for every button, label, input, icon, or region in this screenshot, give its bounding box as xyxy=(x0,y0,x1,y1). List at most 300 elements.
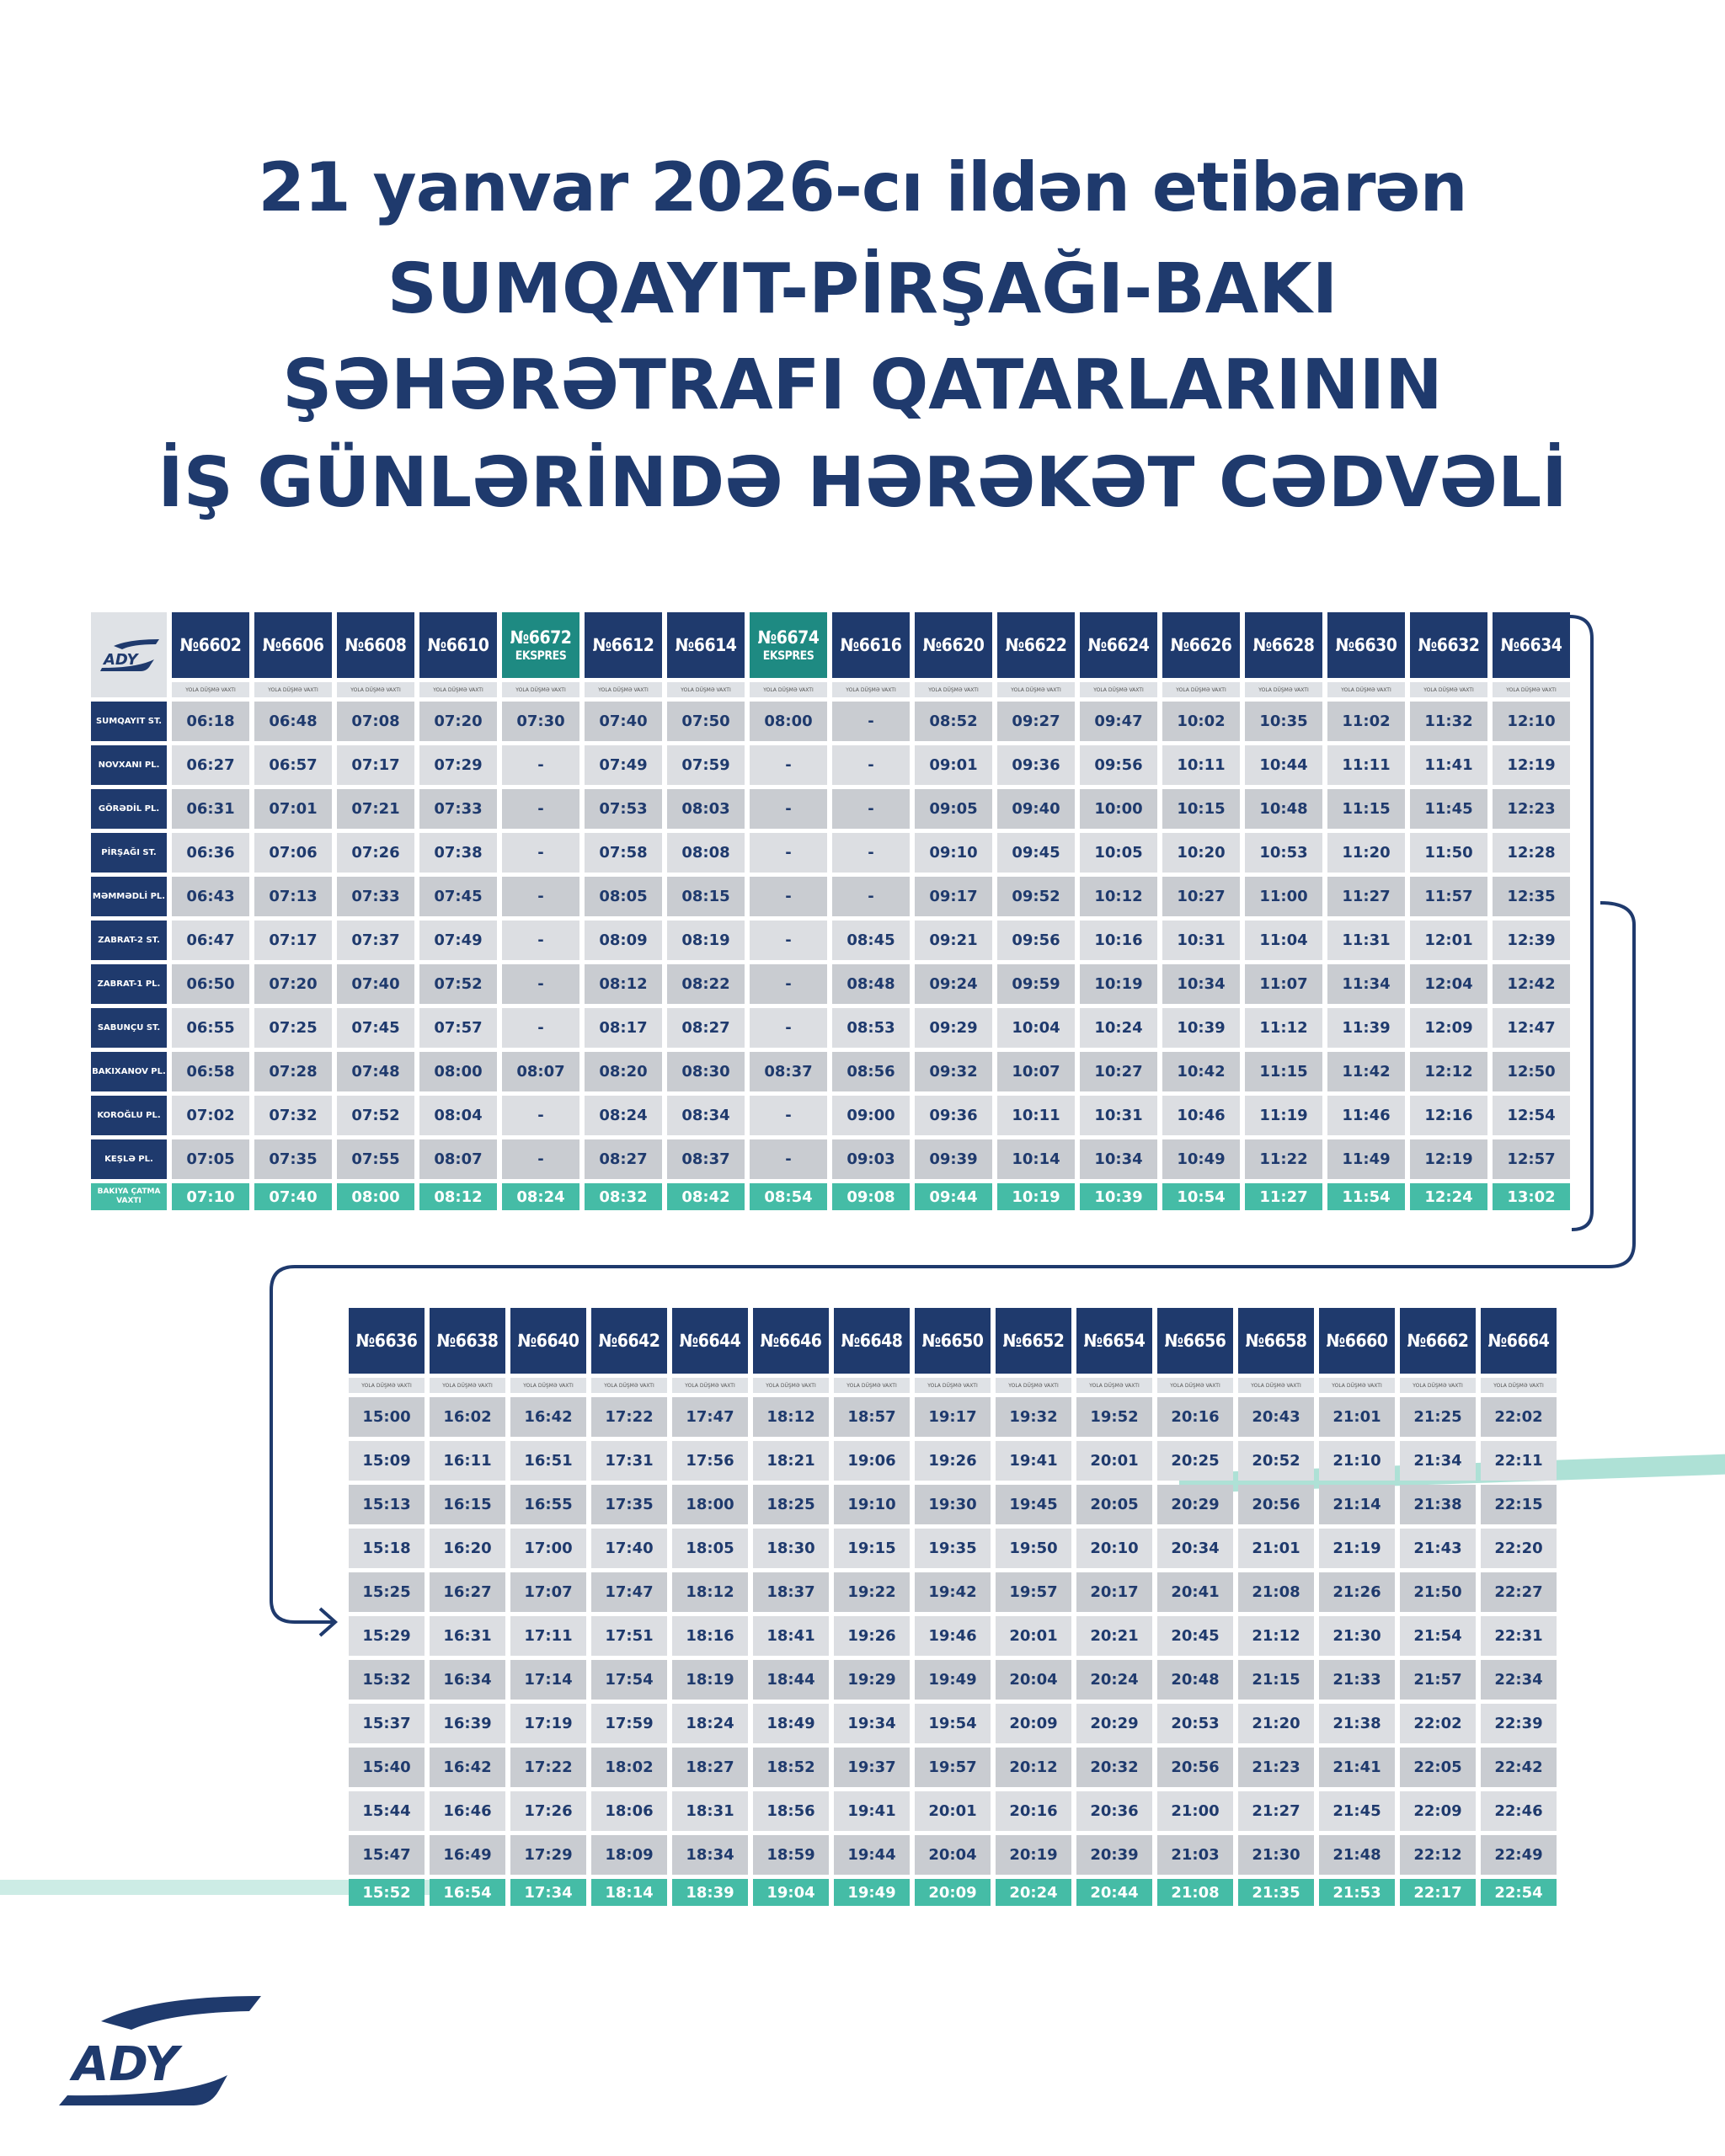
departure-time: 21:03 xyxy=(1157,1835,1233,1875)
departure-time: 10:11 xyxy=(1162,745,1240,785)
departure-time: 20:24 xyxy=(1076,1660,1152,1700)
station-name: SUMQAYIT ST. xyxy=(91,702,167,741)
departure-time: 18:09 xyxy=(591,1835,667,1875)
departure-time: 10:31 xyxy=(1080,1096,1157,1135)
departure-time-label: YOLA DÜŞMƏ VAXTI xyxy=(997,682,1075,697)
title-line-1: 21 yanvar 2026-cı ildən etibarən xyxy=(258,148,1467,227)
departure-time: 12:19 xyxy=(1493,745,1570,785)
departure-time: 19:42 xyxy=(915,1572,991,1612)
departure-time: 07:29 xyxy=(419,745,497,785)
departure-time: 10:27 xyxy=(1080,1052,1157,1091)
departure-time: 10:42 xyxy=(1162,1052,1240,1091)
train-number-header xyxy=(1157,1308,1233,1374)
departure-time: 18:44 xyxy=(753,1660,829,1700)
departure-time: 12:35 xyxy=(1493,877,1570,916)
departure-time: 18:56 xyxy=(753,1791,829,1831)
departure-time-label: YOLA DÜŞMƏ VAXTI xyxy=(1493,682,1570,697)
train-number-header xyxy=(1162,612,1240,678)
departure-time: 06:27 xyxy=(172,745,249,785)
departure-time: 07:45 xyxy=(337,1008,414,1048)
station-name: SABUNÇU ST. xyxy=(91,1008,167,1048)
train-number: №6656 xyxy=(1164,1331,1226,1351)
departure-time: 07:52 xyxy=(419,964,497,1004)
departure-time: 22:31 xyxy=(1481,1616,1557,1656)
departure-time: 07:32 xyxy=(254,1096,332,1135)
departure-time: 19:52 xyxy=(1076,1397,1152,1437)
departure-time: 07:35 xyxy=(254,1139,332,1179)
departure-time: 07:02 xyxy=(172,1096,249,1135)
departure-time: - xyxy=(502,1139,579,1179)
departure-time: 21:08 xyxy=(1238,1572,1314,1612)
departure-time: 11:31 xyxy=(1327,921,1405,960)
departure-time-label: YOLA DÜŞMƏ VAXTI xyxy=(915,1378,991,1393)
departure-time: 15:09 xyxy=(349,1441,425,1481)
departure-time: 19:44 xyxy=(834,1835,910,1875)
departure-time: 17:40 xyxy=(591,1529,667,1568)
departure-time: 19:32 xyxy=(996,1397,1071,1437)
arrival-time: 09:44 xyxy=(915,1183,992,1210)
departure-time: 21:33 xyxy=(1319,1660,1395,1700)
train-number: №6664 xyxy=(1487,1331,1550,1351)
departure-time: 10:00 xyxy=(1080,789,1157,829)
departure-time: 18:02 xyxy=(591,1748,667,1787)
train-number: №6660 xyxy=(1326,1331,1388,1351)
arrival-time: 21:08 xyxy=(1157,1879,1233,1906)
train-number-header xyxy=(997,612,1075,678)
departure-time: 10:12 xyxy=(1080,877,1157,916)
train-number-header xyxy=(1080,612,1157,678)
departure-time: 09:56 xyxy=(1080,745,1157,785)
departure-time: 08:20 xyxy=(585,1052,662,1091)
departure-time: 12:19 xyxy=(1410,1139,1487,1179)
departure-time: 10:16 xyxy=(1080,921,1157,960)
arrival-time: 11:27 xyxy=(1245,1183,1322,1210)
station-name: ZABRAT-1 PL. xyxy=(91,964,167,1004)
departure-time: 22:12 xyxy=(1400,1835,1476,1875)
departure-time: 21:19 xyxy=(1319,1529,1395,1568)
arrival-time: 20:24 xyxy=(996,1879,1071,1906)
departure-time: 19:17 xyxy=(915,1397,991,1437)
departure-time: 10:46 xyxy=(1162,1096,1240,1135)
departure-time-label: YOLA DÜŞMƏ VAXTI xyxy=(1238,1378,1314,1393)
departure-time: 12:47 xyxy=(1493,1008,1570,1048)
departure-time: 19:26 xyxy=(915,1441,991,1481)
departure-time: 18:31 xyxy=(672,1791,748,1831)
departure-time-label: YOLA DÜŞMƏ VAXTI xyxy=(510,1378,586,1393)
departure-time: 22:11 xyxy=(1481,1441,1557,1481)
departure-time-label: YOLA DÜŞMƏ VAXTI xyxy=(834,1378,910,1393)
arrival-time: 08:00 xyxy=(337,1183,414,1210)
departure-time: 18:25 xyxy=(753,1485,829,1524)
departure-time: 21:15 xyxy=(1238,1660,1314,1700)
departure-time: 19:34 xyxy=(834,1704,910,1743)
departure-time: 10:24 xyxy=(1080,1008,1157,1048)
departure-time: 12:23 xyxy=(1493,789,1570,829)
train-number: №6608 xyxy=(344,635,407,655)
departure-time: - xyxy=(750,877,827,916)
departure-time-label: YOLA DÜŞMƏ VAXTI xyxy=(585,682,662,697)
station-name: PİRŞAĞI ST. xyxy=(91,833,167,873)
departure-time: 15:18 xyxy=(349,1529,425,1568)
train-number: №6658 xyxy=(1245,1331,1307,1351)
departure-time-label: YOLA DÜŞMƏ VAXTI xyxy=(672,1378,748,1393)
departure-time-label: YOLA DÜŞMƏ VAXTI xyxy=(1245,682,1322,697)
train-number: №6674 xyxy=(757,627,820,648)
departure-time: - xyxy=(750,789,827,829)
arrival-time: 20:09 xyxy=(915,1879,991,1906)
departure-time: - xyxy=(502,1096,579,1135)
departure-time: 21:01 xyxy=(1238,1529,1314,1568)
departure-time: 18:12 xyxy=(672,1572,748,1612)
departure-time: 09:45 xyxy=(997,833,1075,873)
train-number: №6672 xyxy=(510,627,572,648)
departure-time: 20:01 xyxy=(996,1616,1071,1656)
departure-time: - xyxy=(502,877,579,916)
train-number: №6640 xyxy=(517,1331,579,1351)
arrival-time: 17:34 xyxy=(510,1879,586,1906)
departure-time: 10:11 xyxy=(997,1096,1075,1135)
departure-time: 10:35 xyxy=(1245,702,1322,741)
departure-time: 20:01 xyxy=(1076,1441,1152,1481)
departure-time: 09:47 xyxy=(1080,702,1157,741)
departure-time: 07:38 xyxy=(419,833,497,873)
train-number: №6638 xyxy=(436,1331,499,1351)
departure-time: 19:50 xyxy=(996,1529,1071,1568)
departure-time: 08:03 xyxy=(667,789,745,829)
departure-time: 12:10 xyxy=(1493,702,1570,741)
departure-time: 17:59 xyxy=(591,1704,667,1743)
departure-time: 20:05 xyxy=(1076,1485,1152,1524)
departure-time-label: YOLA DÜŞMƏ VAXTI xyxy=(1076,1378,1152,1393)
departure-time: 21:27 xyxy=(1238,1791,1314,1831)
departure-time: 09:17 xyxy=(915,877,992,916)
departure-time: 10:14 xyxy=(997,1139,1075,1179)
departure-time: 20:21 xyxy=(1076,1616,1152,1656)
arrival-time: 10:39 xyxy=(1080,1183,1157,1210)
departure-time: 17:14 xyxy=(510,1660,586,1700)
departure-time: - xyxy=(502,789,579,829)
departure-time: 19:57 xyxy=(915,1748,991,1787)
departure-time: 09:39 xyxy=(915,1139,992,1179)
train-number: №6650 xyxy=(921,1331,984,1351)
departure-time: 11:15 xyxy=(1245,1052,1322,1091)
departure-time-label: YOLA DÜŞMƏ VAXTI xyxy=(1162,682,1240,697)
train-number-header xyxy=(753,1308,829,1374)
departure-time: 16:34 xyxy=(430,1660,505,1700)
departure-time: 20:01 xyxy=(915,1791,991,1831)
train-number: №6610 xyxy=(427,635,489,655)
train-number: №6628 xyxy=(1252,635,1315,655)
departure-time: 07:01 xyxy=(254,789,332,829)
departure-time: 15:00 xyxy=(349,1397,425,1437)
train-number-header xyxy=(1076,1308,1152,1374)
train-number-header xyxy=(591,1308,667,1374)
departure-time: 15:32 xyxy=(349,1660,425,1700)
departure-time: 22:39 xyxy=(1481,1704,1557,1743)
departure-time: 07:17 xyxy=(254,921,332,960)
departure-time: 19:29 xyxy=(834,1660,910,1700)
departure-time: 15:47 xyxy=(349,1835,425,1875)
train-number-header xyxy=(254,612,332,678)
departure-time: 17:11 xyxy=(510,1616,586,1656)
train-number: №6614 xyxy=(675,635,737,655)
departure-time: 07:49 xyxy=(419,921,497,960)
departure-time: 20:16 xyxy=(1157,1397,1233,1437)
train-number-header xyxy=(1493,612,1570,678)
departure-time-label: YOLA DÜŞMƏ VAXTI xyxy=(254,682,332,697)
arrival-time: 10:19 xyxy=(997,1183,1075,1210)
departure-time: 06:36 xyxy=(172,833,249,873)
departure-time: 08:56 xyxy=(832,1052,910,1091)
departure-time: 17:29 xyxy=(510,1835,586,1875)
departure-time: 21:00 xyxy=(1157,1791,1233,1831)
departure-time: 20:48 xyxy=(1157,1660,1233,1700)
departure-time: 16:46 xyxy=(430,1791,505,1831)
departure-time: 07:33 xyxy=(337,877,414,916)
departure-time: 21:20 xyxy=(1238,1704,1314,1743)
arrival-time: 21:53 xyxy=(1319,1879,1395,1906)
arrival-time: 19:04 xyxy=(753,1879,829,1906)
train-number-header xyxy=(1481,1308,1557,1374)
departure-time: 08:15 xyxy=(667,877,745,916)
departure-time: 08:19 xyxy=(667,921,745,960)
departure-time: 22:20 xyxy=(1481,1529,1557,1568)
arrival-time: 21:35 xyxy=(1238,1879,1314,1906)
station-name: MƏMMƏDLİ PL. xyxy=(91,877,167,916)
departure-time: 18:30 xyxy=(753,1529,829,1568)
departure-time: 06:55 xyxy=(172,1008,249,1048)
departure-time: 07:58 xyxy=(585,833,662,873)
departure-time: 22:27 xyxy=(1481,1572,1557,1612)
departure-time: 07:06 xyxy=(254,833,332,873)
departure-time: 11:57 xyxy=(1410,877,1487,916)
arrival-time: 18:39 xyxy=(672,1879,748,1906)
departure-time: 11:19 xyxy=(1245,1096,1322,1135)
departure-time: 20:25 xyxy=(1157,1441,1233,1481)
departure-time-label: YOLA DÜŞMƏ VAXTI xyxy=(1327,682,1405,697)
departure-time: 11:34 xyxy=(1327,964,1405,1004)
departure-time: 22:02 xyxy=(1481,1397,1557,1437)
departure-time: 19:41 xyxy=(996,1441,1071,1481)
train-number-header xyxy=(510,1308,586,1374)
departure-time: 21:01 xyxy=(1319,1397,1395,1437)
departure-time: 17:47 xyxy=(672,1397,748,1437)
departure-time: 11:07 xyxy=(1245,964,1322,1004)
departure-time: 16:39 xyxy=(430,1704,505,1743)
departure-time: 19:54 xyxy=(915,1704,991,1743)
departure-time: 17:56 xyxy=(672,1441,748,1481)
departure-time: 20:32 xyxy=(1076,1748,1152,1787)
departure-time: 08:27 xyxy=(667,1008,745,1048)
departure-time: 18:34 xyxy=(672,1835,748,1875)
departure-time: 10:53 xyxy=(1245,833,1322,873)
train-number: №6654 xyxy=(1083,1331,1146,1351)
departure-time: 07:53 xyxy=(585,789,662,829)
train-number-header xyxy=(1327,612,1405,678)
departure-time: 10:20 xyxy=(1162,833,1240,873)
departure-time: 17:22 xyxy=(591,1397,667,1437)
station-name: GÖRƏDİL PL. xyxy=(91,789,167,829)
departure-time: - xyxy=(832,833,910,873)
departure-time: 11:27 xyxy=(1327,877,1405,916)
departure-time: 11:41 xyxy=(1410,745,1487,785)
departure-time: 12:28 xyxy=(1493,833,1570,873)
station-name: NOVXANI PL. xyxy=(91,745,167,785)
departure-time: 09:00 xyxy=(832,1096,910,1135)
departure-time: 07:30 xyxy=(502,702,579,741)
departure-time: 10:15 xyxy=(1162,789,1240,829)
departure-time: 18:52 xyxy=(753,1748,829,1787)
departure-time: 12:09 xyxy=(1410,1008,1487,1048)
departure-time: 22:02 xyxy=(1400,1704,1476,1743)
train-number: №6612 xyxy=(592,635,654,655)
arrival-time: 13:02 xyxy=(1493,1183,1570,1210)
departure-time: 20:36 xyxy=(1076,1791,1152,1831)
train-number-header xyxy=(1400,1308,1476,1374)
departure-time: 07:33 xyxy=(419,789,497,829)
departure-time: 09:03 xyxy=(832,1139,910,1179)
departure-time: 08:08 xyxy=(667,833,745,873)
logo-text: ADY xyxy=(104,650,138,669)
schedule-table-evening xyxy=(344,1304,1562,1910)
departure-time: 06:48 xyxy=(254,702,332,741)
departure-time: 16:42 xyxy=(430,1748,505,1787)
departure-time: 08:00 xyxy=(419,1052,497,1091)
title-line-2: SUMQAYIT-PİRŞAĞI-BAKI xyxy=(387,249,1338,329)
departure-time: 21:38 xyxy=(1400,1485,1476,1524)
departure-time: 22:49 xyxy=(1481,1835,1557,1875)
departure-time: 22:34 xyxy=(1481,1660,1557,1700)
departure-time: 12:57 xyxy=(1493,1139,1570,1179)
departure-time: 07:55 xyxy=(337,1139,414,1179)
train-number-header xyxy=(915,1308,991,1374)
departure-time: 21:54 xyxy=(1400,1616,1476,1656)
departure-time: - xyxy=(502,921,579,960)
departure-time-label: YOLA DÜŞMƏ VAXTI xyxy=(591,1378,667,1393)
departure-time: 08:34 xyxy=(667,1096,745,1135)
title-line-3: ŞƏHƏRƏTRAFI QATARLARININ xyxy=(282,345,1443,425)
train-number: №6626 xyxy=(1170,635,1232,655)
departure-time: 19:06 xyxy=(834,1441,910,1481)
train-number: №6622 xyxy=(1005,635,1067,655)
departure-time: 18:49 xyxy=(753,1704,829,1743)
departure-time: 08:37 xyxy=(667,1139,745,1179)
departure-time: 10:02 xyxy=(1162,702,1240,741)
departure-time: 21:14 xyxy=(1319,1485,1395,1524)
departure-time: - xyxy=(750,1139,827,1179)
arrival-time: 11:54 xyxy=(1327,1183,1405,1210)
train-number: №6652 xyxy=(1002,1331,1065,1351)
arrival-time: 08:42 xyxy=(667,1183,745,1210)
departure-time-label: YOLA DÜŞMƏ VAXTI xyxy=(915,682,992,697)
departure-time: - xyxy=(502,833,579,873)
train-number-header xyxy=(1238,1308,1314,1374)
departure-time: 16:31 xyxy=(430,1616,505,1656)
departure-time: 09:36 xyxy=(915,1096,992,1135)
departure-time: 10:44 xyxy=(1245,745,1322,785)
departure-time: 08:52 xyxy=(915,702,992,741)
departure-time: 12:01 xyxy=(1410,921,1487,960)
train-number-header xyxy=(832,612,910,678)
train-number: №6616 xyxy=(840,635,902,655)
departure-time: 11:32 xyxy=(1410,702,1487,741)
departure-time: 20:39 xyxy=(1076,1835,1152,1875)
departure-time: 17:00 xyxy=(510,1529,586,1568)
departure-time: 09:10 xyxy=(915,833,992,873)
departure-time: 08:17 xyxy=(585,1008,662,1048)
departure-time: 22:15 xyxy=(1481,1485,1557,1524)
departure-time: 20:56 xyxy=(1238,1485,1314,1524)
departure-time: 22:42 xyxy=(1481,1748,1557,1787)
arrival-time: 12:24 xyxy=(1410,1183,1487,1210)
departure-time: 08:48 xyxy=(832,964,910,1004)
departure-time: 11:46 xyxy=(1327,1096,1405,1135)
departure-time: 20:16 xyxy=(996,1791,1071,1831)
departure-time: 16:02 xyxy=(430,1397,505,1437)
departure-time: 07:49 xyxy=(585,745,662,785)
train-number-header xyxy=(337,612,414,678)
departure-time: 09:24 xyxy=(915,964,992,1004)
departure-time: 10:27 xyxy=(1162,877,1240,916)
departure-time: 21:10 xyxy=(1319,1441,1395,1481)
departure-time: 18:19 xyxy=(672,1660,748,1700)
ady-logo-small xyxy=(95,634,163,676)
departure-time: 09:32 xyxy=(915,1052,992,1091)
departure-time: 19:30 xyxy=(915,1485,991,1524)
departure-time: 20:10 xyxy=(1076,1529,1152,1568)
departure-time: 06:43 xyxy=(172,877,249,916)
departure-time: - xyxy=(832,877,910,916)
departure-time: 07:20 xyxy=(254,964,332,1004)
arrival-time: 07:40 xyxy=(254,1183,332,1210)
train-number: №6606 xyxy=(262,635,324,655)
departure-time: 21:43 xyxy=(1400,1529,1476,1568)
station-name: BAKIXANOV PL. xyxy=(91,1052,167,1091)
departure-time: - xyxy=(750,1096,827,1135)
arrival-time: 08:32 xyxy=(585,1183,662,1210)
train-number-header xyxy=(672,1308,748,1374)
departure-time: 07:08 xyxy=(337,702,414,741)
departure-time: 10:34 xyxy=(1080,1139,1157,1179)
departure-time: 17:31 xyxy=(591,1441,667,1481)
station-name: KOROĞLU PL. xyxy=(91,1096,167,1135)
departure-time: 10:19 xyxy=(1080,964,1157,1004)
departure-time: 08:07 xyxy=(502,1052,579,1091)
departure-time: 11:04 xyxy=(1245,921,1322,960)
title-line-4: İŞ GÜNLƏRİNDƏ HƏRƏKƏT CƏDVƏLİ xyxy=(158,443,1567,523)
departure-time-label: YOLA DÜŞMƏ VAXTI xyxy=(349,1378,425,1393)
departure-time: 12:12 xyxy=(1410,1052,1487,1091)
departure-time: 12:50 xyxy=(1493,1052,1570,1091)
train-number: №6620 xyxy=(922,635,985,655)
train-number: №6632 xyxy=(1418,635,1480,655)
departure-time-label: YOLA DÜŞMƏ VAXTI xyxy=(1080,682,1157,697)
departure-time: 16:20 xyxy=(430,1529,505,1568)
departure-time: 21:30 xyxy=(1238,1835,1314,1875)
departure-time: 20:45 xyxy=(1157,1616,1233,1656)
departure-time: 20:53 xyxy=(1157,1704,1233,1743)
train-number-header xyxy=(1410,612,1487,678)
express-label: EKSPRES xyxy=(515,649,567,663)
departure-time: 18:57 xyxy=(834,1397,910,1437)
arrival-label: BAKIYA ÇATMA VAXTI xyxy=(91,1183,167,1210)
departure-time: 18:37 xyxy=(753,1572,829,1612)
departure-time: 20:43 xyxy=(1238,1397,1314,1437)
arrival-time: 15:52 xyxy=(349,1879,425,1906)
departure-time: 20:09 xyxy=(996,1704,1071,1743)
departure-time-label: YOLA DÜŞMƏ VAXTI xyxy=(996,1378,1071,1393)
departure-time: 22:09 xyxy=(1400,1791,1476,1831)
